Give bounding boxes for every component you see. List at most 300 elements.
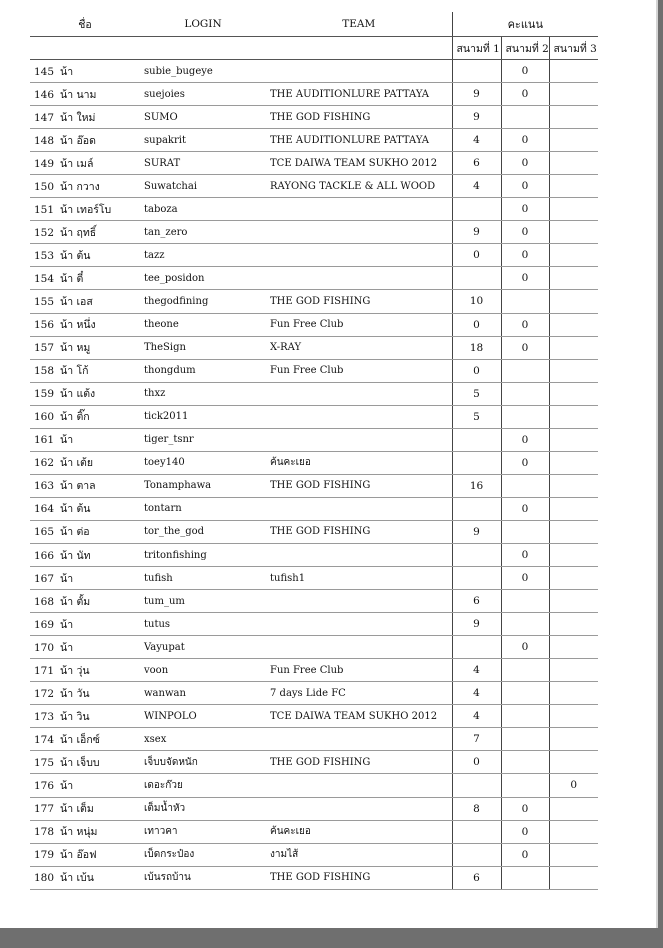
row-name: น้า [60, 618, 74, 631]
row-number: 180 [34, 872, 55, 885]
row-score-field-2 [501, 728, 549, 751]
row-name: น้า อ๊อฟ [60, 849, 97, 862]
row-login: tiger_tsnr [140, 428, 266, 451]
row-number: 161 [34, 434, 55, 447]
row-login: tontarn [140, 497, 266, 520]
row-team [266, 198, 452, 221]
row-number: 150 [34, 180, 55, 193]
row-score-field-1: 5 [452, 382, 501, 405]
row-score-field-1: 16 [452, 474, 501, 497]
table-row [30, 244, 598, 267]
row-score-field-3 [549, 543, 598, 566]
row-number-name [30, 843, 140, 866]
row-login: wanwan [140, 682, 266, 705]
row-number: 156 [34, 319, 55, 332]
row-login: SURAT [140, 152, 266, 175]
row-score-field-1: 4 [452, 682, 501, 705]
row-number: 176 [34, 779, 55, 792]
row-name: น้า เอส [60, 295, 93, 308]
row-team: THE AUDITIONLURE PATTAYA [266, 129, 452, 152]
row-score-field-3 [549, 866, 598, 889]
table-row [30, 613, 598, 636]
row-score-field-2: 0 [501, 820, 549, 843]
row-score-field-2: 0 [501, 543, 549, 566]
row-score-field-3 [549, 728, 598, 751]
row-score-field-2 [501, 106, 549, 129]
row-number-name [30, 451, 140, 474]
table-row [30, 359, 598, 382]
row-number-name [30, 774, 140, 797]
row-name: น้า โก้ [60, 365, 89, 378]
row-score-field-3 [549, 83, 598, 106]
row-number: 179 [34, 849, 55, 862]
row-team: THE GOD FISHING [266, 520, 452, 543]
row-score-field-1 [452, 267, 501, 290]
row-name: น้า ตาล [60, 480, 96, 493]
row-score-field-1 [452, 820, 501, 843]
row-number-name [30, 428, 140, 451]
row-score-field-3 [549, 820, 598, 843]
row-login: tum_um [140, 590, 266, 613]
row-number: 166 [34, 549, 55, 562]
row-team: Fun Free Club [266, 359, 452, 382]
table-row [30, 636, 598, 659]
row-number-name [30, 267, 140, 290]
row-name: น้า [60, 779, 74, 792]
header-field-3: สนามที่ 3 [549, 37, 598, 60]
row-number-name [30, 520, 140, 543]
row-team [266, 774, 452, 797]
row-score-field-3 [549, 198, 598, 221]
row-name: น้า ต้น [60, 503, 91, 516]
row-score-field-2: 0 [501, 175, 549, 198]
table-row [30, 106, 598, 129]
row-number-name [30, 60, 140, 83]
row-score-field-1: 0 [452, 359, 501, 382]
row-score-field-2: 0 [501, 313, 549, 336]
row-number: 178 [34, 826, 55, 839]
row-number-name [30, 152, 140, 175]
row-number: 157 [34, 342, 55, 355]
row-score-field-2: 0 [501, 152, 549, 175]
table-row [30, 774, 598, 797]
row-number: 145 [34, 65, 55, 78]
row-score-field-3 [549, 221, 598, 244]
row-login: Vayupat [140, 636, 266, 659]
row-team: tufish1 [266, 567, 452, 590]
row-score-field-2: 0 [501, 221, 549, 244]
row-login: เดอะก๊วย [140, 774, 266, 797]
row-team [266, 797, 452, 820]
row-number-name [30, 474, 140, 497]
row-login: tazz [140, 244, 266, 267]
row-name: น้า ต่อ [60, 526, 90, 539]
row-name: น้า เต้ย [60, 457, 94, 470]
row-team [266, 590, 452, 613]
row-number: 155 [34, 295, 55, 308]
row-score-field-2 [501, 520, 549, 543]
row-name: น้า ต้น [60, 249, 91, 262]
row-number: 169 [34, 618, 55, 631]
row-number-name [30, 497, 140, 520]
row-score-field-3 [549, 267, 598, 290]
row-score-field-2 [501, 474, 549, 497]
table-row [30, 497, 598, 520]
row-score-field-2: 0 [501, 636, 549, 659]
table-row [30, 682, 598, 705]
row-number-name [30, 83, 140, 106]
row-score-field-3 [549, 474, 598, 497]
row-login: voon [140, 659, 266, 682]
row-login: theone [140, 313, 266, 336]
row-score-field-3 [549, 313, 598, 336]
row-score-field-3 [549, 152, 598, 175]
row-score-field-1 [452, 428, 501, 451]
row-team: THE AUDITIONLURE PATTAYA [266, 83, 452, 106]
row-score-field-1: 9 [452, 221, 501, 244]
row-name: น้า [60, 434, 74, 447]
row-name: น้า [60, 572, 74, 585]
row-number: 151 [34, 203, 55, 216]
row-login: tee_posidon [140, 267, 266, 290]
row-number-name [30, 567, 140, 590]
table-row [30, 175, 598, 198]
row-score-field-1: 8 [452, 797, 501, 820]
row-team [266, 244, 452, 267]
row-number-name [30, 682, 140, 705]
row-score-field-1: 4 [452, 129, 501, 152]
table-row [30, 336, 598, 359]
row-number: 160 [34, 411, 55, 424]
row-score-field-2 [501, 613, 549, 636]
row-team [266, 497, 452, 520]
row-score-field-2 [501, 290, 549, 313]
row-score-field-1: 10 [452, 290, 501, 313]
row-login: เบ้นรถบ้าน [140, 866, 266, 889]
table-row [30, 797, 598, 820]
row-score-field-3 [549, 129, 598, 152]
table-row [30, 313, 598, 336]
row-score-field-3 [549, 175, 598, 198]
row-number-name [30, 198, 140, 221]
row-name: น้า หนุ่ม [60, 826, 98, 839]
row-name: น้า [60, 65, 74, 78]
row-score-field-2: 0 [501, 843, 549, 866]
row-team [266, 636, 452, 659]
table-body [30, 60, 598, 890]
row-team [266, 221, 452, 244]
table-row [30, 659, 598, 682]
row-team [266, 267, 452, 290]
row-team: THE GOD FISHING [266, 106, 452, 129]
row-login: tritonfishing [140, 543, 266, 566]
header-team: TEAM [266, 12, 452, 37]
row-score-field-1 [452, 567, 501, 590]
row-number-name [30, 820, 140, 843]
row-score-field-1: 0 [452, 751, 501, 774]
row-score-field-2: 0 [501, 244, 549, 267]
header-login: LOGIN [140, 12, 266, 37]
header-blank [140, 37, 266, 60]
row-login: thegodfining [140, 290, 266, 313]
row-score-field-2 [501, 866, 549, 889]
row-login: tor_the_god [140, 520, 266, 543]
header-blank [30, 37, 140, 60]
row-number: 174 [34, 733, 55, 746]
row-team: Fun Free Club [266, 659, 452, 682]
row-name: น้า เมล์ [60, 157, 94, 170]
row-name: น้า หมู [60, 342, 91, 355]
table-row [30, 60, 598, 83]
row-score-field-1 [452, 636, 501, 659]
row-score-field-3 [549, 244, 598, 267]
row-name: น้า [60, 641, 74, 654]
row-score-field-3 [549, 636, 598, 659]
row-score-field-2: 0 [501, 451, 549, 474]
row-login: tufish [140, 567, 266, 590]
table-row [30, 451, 598, 474]
table-row [30, 866, 598, 889]
row-login: เทาวคา [140, 820, 266, 843]
table-row [30, 405, 598, 428]
row-team: X-RAY [266, 336, 452, 359]
row-number-name [30, 244, 140, 267]
row-number: 163 [34, 480, 55, 493]
row-team: RAYONG TACKLE & ALL WOOD [266, 175, 452, 198]
row-team [266, 728, 452, 751]
row-team [266, 405, 452, 428]
row-score-field-3 [549, 359, 598, 382]
row-score-field-2: 0 [501, 129, 549, 152]
row-name: น้า แต้ง [60, 388, 96, 401]
row-score-field-3 [549, 843, 598, 866]
row-team [266, 60, 452, 83]
row-login: taboza [140, 198, 266, 221]
table-row [30, 290, 598, 313]
row-score-field-1: 0 [452, 313, 501, 336]
row-name: น้า ใหม่ [60, 111, 96, 124]
row-score-field-1: 9 [452, 106, 501, 129]
row-score-field-3 [549, 60, 598, 83]
row-number: 146 [34, 88, 55, 101]
row-name: น้า ตี๋ [60, 272, 84, 285]
row-number-name [30, 728, 140, 751]
row-login: TheSign [140, 336, 266, 359]
row-number-name [30, 359, 140, 382]
row-number-name [30, 221, 140, 244]
row-score-field-1: 9 [452, 613, 501, 636]
row-score-field-1: 5 [452, 405, 501, 428]
row-score-field-2 [501, 682, 549, 705]
row-number-name [30, 129, 140, 152]
row-score-field-1: 9 [452, 83, 501, 106]
row-team: Fun Free Club [266, 313, 452, 336]
row-score-field-1 [452, 543, 501, 566]
row-score-field-1: 6 [452, 590, 501, 613]
row-number: 162 [34, 457, 55, 470]
row-login: tutus [140, 613, 266, 636]
header-score: คะแนน [452, 12, 598, 37]
row-team: THE GOD FISHING [266, 751, 452, 774]
row-number: 164 [34, 503, 55, 516]
row-score-field-3: 0 [549, 774, 598, 797]
row-score-field-2 [501, 659, 549, 682]
row-team [266, 543, 452, 566]
row-score-field-1: 0 [452, 244, 501, 267]
row-number-name [30, 613, 140, 636]
row-name: น้า วิน [60, 710, 90, 723]
header-field-1: สนามที่ 1 [452, 37, 501, 60]
table-row [30, 543, 598, 566]
row-score-field-1: 9 [452, 520, 501, 543]
row-number-name [30, 106, 140, 129]
row-score-field-2: 0 [501, 83, 549, 106]
row-score-field-2: 0 [501, 60, 549, 83]
row-score-field-3 [549, 497, 598, 520]
row-score-field-1 [452, 497, 501, 520]
row-login: WINPOLO [140, 705, 266, 728]
row-name: น้า นัท [60, 549, 91, 562]
row-number: 175 [34, 756, 55, 769]
row-team: THE GOD FISHING [266, 866, 452, 889]
row-score-field-2: 0 [501, 428, 549, 451]
row-team: ค้นคะเยอ [266, 451, 452, 474]
row-score-field-1: 4 [452, 659, 501, 682]
row-team [266, 613, 452, 636]
row-number-name [30, 290, 140, 313]
row-number: 170 [34, 641, 55, 654]
header-blank [266, 37, 452, 60]
row-score-field-1 [452, 198, 501, 221]
row-login: toey140 [140, 451, 266, 474]
row-score-field-1 [452, 843, 501, 866]
table-row [30, 129, 598, 152]
row-number-name [30, 382, 140, 405]
row-team [266, 428, 452, 451]
row-team: ค้นคะเยอ [266, 820, 452, 843]
header-name: ชื่อ [30, 12, 140, 37]
row-login: SUMO [140, 106, 266, 129]
row-number: 168 [34, 595, 55, 608]
row-score-field-3 [549, 797, 598, 820]
row-number: 167 [34, 572, 55, 585]
row-number-name [30, 659, 140, 682]
row-number: 148 [34, 134, 55, 147]
row-number-name [30, 751, 140, 774]
row-number-name [30, 313, 140, 336]
row-login: เบ็ดกระป๋อง [140, 843, 266, 866]
row-number: 154 [34, 272, 55, 285]
row-number-name [30, 336, 140, 359]
row-score-field-3 [549, 682, 598, 705]
row-team: 7 days Lide FC [266, 682, 452, 705]
row-score-field-3 [549, 382, 598, 405]
row-name: น้า กวาง [60, 180, 100, 193]
row-team: งามไส้ [266, 843, 452, 866]
row-score-field-3 [549, 613, 598, 636]
row-score-field-1 [452, 774, 501, 797]
table-row [30, 221, 598, 244]
row-name: น้า วัน [60, 687, 90, 700]
row-score-field-1 [452, 60, 501, 83]
row-score-field-2 [501, 359, 549, 382]
row-login: suejoies [140, 83, 266, 106]
row-score-field-1: 6 [452, 866, 501, 889]
row-number: 171 [34, 664, 55, 677]
row-score-field-2: 0 [501, 797, 549, 820]
row-score-field-1 [452, 451, 501, 474]
table-row [30, 728, 598, 751]
table-row [30, 705, 598, 728]
row-score-field-3 [549, 290, 598, 313]
row-team: THE GOD FISHING [266, 474, 452, 497]
row-score-field-1: 4 [452, 705, 501, 728]
row-score-field-1: 4 [452, 175, 501, 198]
table-row [30, 198, 598, 221]
row-login: Tonamphawa [140, 474, 266, 497]
table-row [30, 567, 598, 590]
row-score-field-1: 7 [452, 728, 501, 751]
row-score-field-2: 0 [501, 336, 549, 359]
row-name: น้า นาม [60, 88, 97, 101]
row-login: xsex [140, 728, 266, 751]
row-login: thxz [140, 382, 266, 405]
row-name: น้า เอ็กซ์ [60, 733, 100, 746]
row-score-field-2 [501, 382, 549, 405]
row-team [266, 382, 452, 405]
row-name: น้า ติ๊ก [60, 411, 90, 424]
row-login: supakrit [140, 129, 266, 152]
row-login: subie_bugeye [140, 60, 266, 83]
row-number-name [30, 405, 140, 428]
row-name: น้า เจ็บบ [60, 756, 100, 769]
row-number-name [30, 705, 140, 728]
row-login: tick2011 [140, 405, 266, 428]
row-login: เต็มน้ำหัว [140, 797, 266, 820]
row-score-field-3 [549, 567, 598, 590]
row-score-field-1: 6 [452, 152, 501, 175]
table-row [30, 83, 598, 106]
row-name: น้า วุ่น [60, 664, 90, 677]
row-score-field-2 [501, 705, 549, 728]
row-number-name [30, 636, 140, 659]
row-score-field-3 [549, 428, 598, 451]
row-score-field-3 [549, 405, 598, 428]
table-row [30, 267, 598, 290]
table-row [30, 751, 598, 774]
row-number: 173 [34, 710, 55, 723]
row-score-field-2 [501, 751, 549, 774]
score-table [30, 12, 598, 890]
row-number: 165 [34, 526, 55, 539]
row-score-field-3 [549, 751, 598, 774]
row-name: น้า เทอร์โบ [60, 203, 112, 216]
row-score-field-3 [549, 451, 598, 474]
table-row [30, 820, 598, 843]
row-number-name [30, 590, 140, 613]
row-team: TCE DAIWA TEAM SUKHO 2012 [266, 152, 452, 175]
row-score-field-2: 0 [501, 567, 549, 590]
row-number-name [30, 866, 140, 889]
row-login: tan_zero [140, 221, 266, 244]
row-number: 172 [34, 687, 55, 700]
row-login: thongdum [140, 359, 266, 382]
row-score-field-3 [549, 336, 598, 359]
row-number: 152 [34, 226, 55, 239]
row-number: 159 [34, 388, 55, 401]
row-number: 158 [34, 365, 55, 378]
row-number: 147 [34, 111, 55, 124]
